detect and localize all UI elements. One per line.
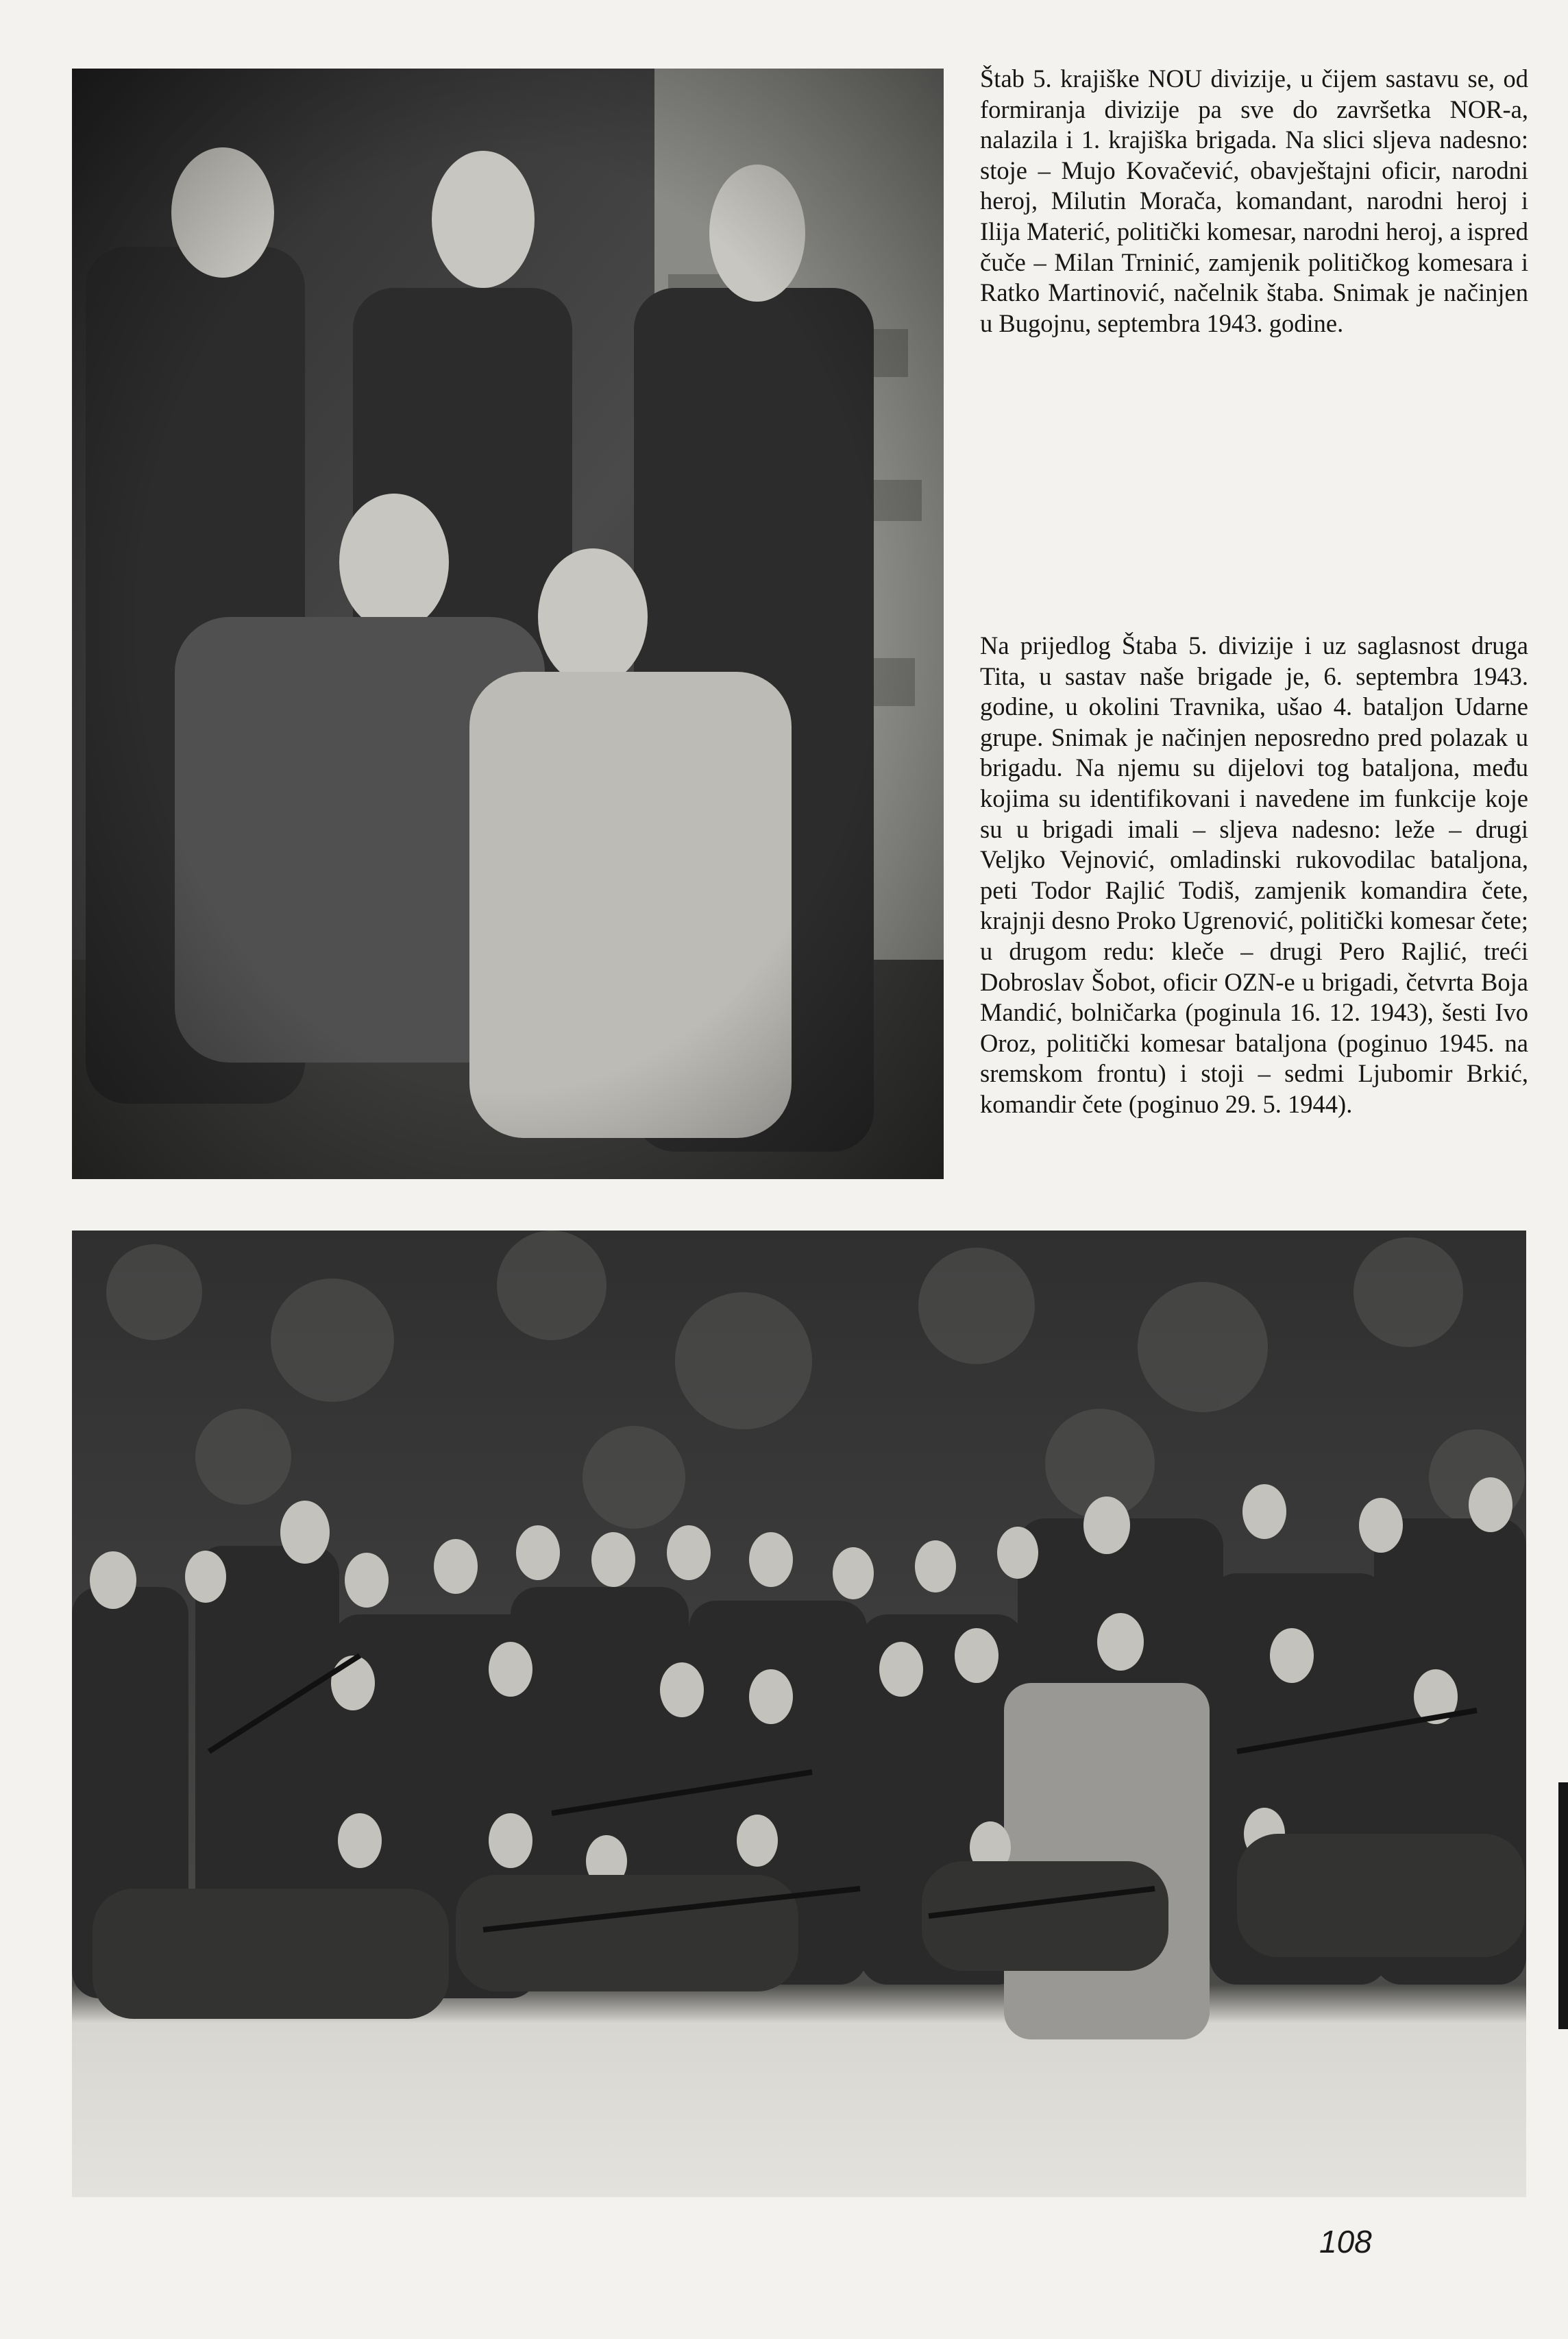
photo-division-staff-image: [72, 69, 944, 1179]
photo-fourth-battalion: [72, 1231, 1526, 2197]
page-edge-mark: [1558, 1782, 1568, 2029]
photo-fourth-battalion-image: [72, 1231, 1526, 2197]
photo-division-staff: [72, 69, 944, 1179]
caption-division-staff: Štab 5. krajiške NOU divizije, u čijem sastavu se, od formiranja divizije pa sve do završetka NOR-a, nalazila i 1. krajiška brigada. Na slici sljeva nadesno: stoje – Mujo Kovačević, obavještajni oficir, narodni heroj, Milutin Morača, komandant, narodni heroj i Ilija Materić, politički komesar, narodni heroj, a ispred čuče – Milan Trninić, zamjenik političkog komesara i Ratko Martinović, načelnik štaba. Snimak je načinjen u Bugojnu, septembra 1943. godine.: [980, 64, 1528, 337]
caption-fourth-battalion: Na prijedlog Štaba 5. divizije i uz saglasnost druga Tita, u sastav naše brigade je, 6. septembra 1943. godine, u okolini Travnika, ušao 4. bataljon Udarne grupe. Snimak je načinjen neposredno pred polazak u brigadu. Na njemu su dijelovi tog bataljona, među kojima su identifikovani i navedene im funkcije koje su u brigadi imali – sljeva nadesno: leže – drugi Veljko Vejnović, omladinski rukovodilac bataljona, peti Todor Rajlić Todiš, zamjenik komandira čete, krajnji desno Proko Ugrenović, politički komesar čete; u drugom redu: kleče – drugi Pero Rajlić, treći Dobroslav Šobot, oficir OZN-e u brigadi, četvrta Boja Mandić, bolničarka (poginula 16. 12. 1943), šesti Ivo Oroz, politički komesar bataljona (poginuo 1945. na sremskom frontu) i stoji – sedmi Ljubomir Brkić, komandir čete (poginuo 29. 5. 1944).: [980, 631, 1528, 1118]
page-number: 108: [1319, 2224, 1372, 2259]
